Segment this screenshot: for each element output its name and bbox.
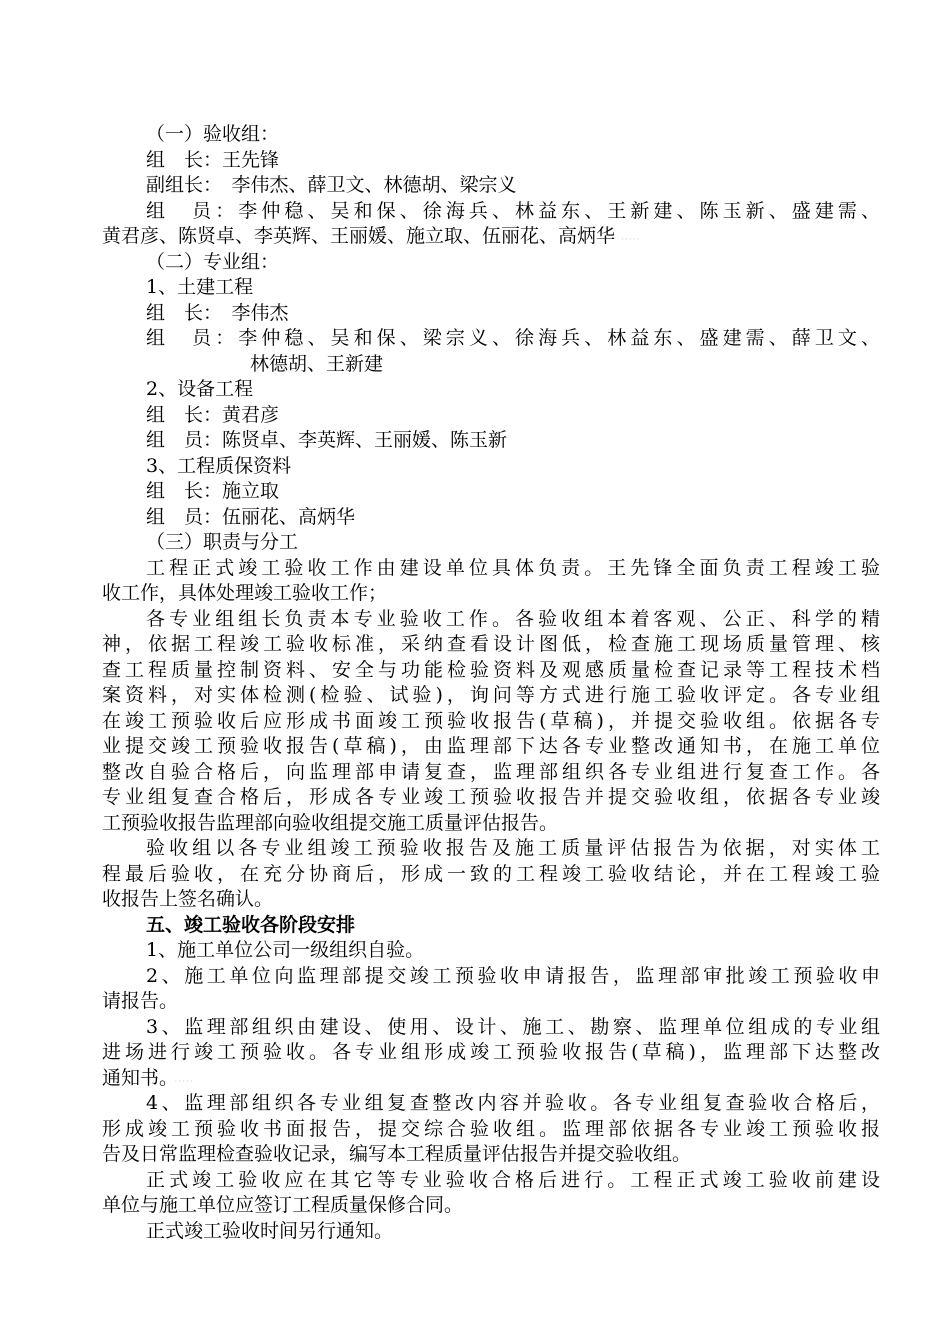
text-line-content: 黄君彦、陈贤卓、李英辉、王丽媛、施立取、伍丽花、高炳华 bbox=[102, 225, 616, 247]
text-line bbox=[102, 224, 880, 250]
paragraph-line: 案资料，对实体检测(检验、试验)，询问等方式进行施工验收评定。各专业组 bbox=[102, 684, 880, 706]
paragraph-line: 请报告。 bbox=[102, 990, 179, 1012]
paragraph-line: 3、监理部组织由建设、使用、设计、施工、勘察、监理单位组成的专业组 bbox=[146, 1015, 880, 1038]
paragraph-line: 程最后验收，在充分协商后，形成一致的工程竣工验收结论，并在工程竣工验 bbox=[102, 862, 880, 885]
text-line: 组 员：李仲稳、吴和保、徐海兵、林益东、王新建、陈玉新、盛建需、 bbox=[146, 199, 880, 222]
paragraph-line: 单位与施工单位应签订工程质量保修合同。 bbox=[102, 1194, 464, 1216]
paragraph-line bbox=[102, 1066, 880, 1092]
subsection-heading: 1、土建工程 bbox=[146, 276, 254, 298]
subsection-heading: 3、工程质保资料 bbox=[146, 454, 292, 477]
paragraph-line: 神，依据工程竣工验收标准，采纳查看设计图低，检查施工现场质量管理、核 bbox=[102, 633, 880, 655]
paragraph-line: 各专业组组长负责本专业验收工作。各验收组本着客观、公正、科学的精 bbox=[146, 607, 880, 630]
paragraph-line: 形成竣工预验收书面报告，提交综合验收组。监理部依据各专业竣工预验收报 bbox=[102, 1117, 880, 1140]
text-line: 组 长：王先锋 bbox=[146, 148, 280, 171]
section-heading-stages: 五、竣工验收各阶段安排 bbox=[146, 913, 356, 936]
paragraph-line: 正式竣工验收时间另行通知。 bbox=[146, 1219, 394, 1242]
paragraph-line: 告及日常监理检查验收记录，编写本工程质量评估报告并提交验收组。 bbox=[102, 1143, 692, 1165]
paragraph-line: 进场进行竣工预验收。各专业组形成竣工预验收报告(草稿)，监理部下达整改 bbox=[102, 1041, 880, 1063]
paragraph-line: 专业组复查合格后，形成各专业竣工预验收报告并提交验收组，依据各专业竣 bbox=[102, 786, 880, 808]
paragraph-line: 业提交竣工预验收报告(草稿)，由监理部下达各专业整改通知书，在施工单位 bbox=[102, 735, 880, 757]
paragraph-line: 收工作，具体处理竣工验收工作； bbox=[102, 582, 388, 604]
paragraph-line: 2、施工单位向监理部提交竣工预验收申请报告，监理部审批竣工预验收申 bbox=[146, 964, 880, 987]
paragraph-line: 工程正式竣工验收工作由建设单位具体负责。王先锋全面负责工程竣工验 bbox=[146, 556, 880, 579]
text-line: 组 员：陈贤卓、李英辉、王丽媛、陈玉新 bbox=[146, 429, 508, 451]
paragraph-line: 4、监理部组织各专业组复查整改内容并验收。各专业组复查验收合格后， bbox=[146, 1092, 880, 1114]
paragraph-line: 查工程质量控制资料、安全与功能检验资料及观感质量检查记录等工程技术档 bbox=[102, 658, 880, 681]
text-line: 组 长：黄君彦 bbox=[146, 403, 280, 426]
scan-artifact-dots: ····· bbox=[621, 235, 641, 245]
text-line: 组 员：伍丽花、高炳华 bbox=[146, 505, 356, 528]
text-line: 组 员：李仲稳、吴和保、梁宗义、徐海兵、林益东、盛建需、薛卫文、 bbox=[146, 327, 880, 349]
text-line: 组 长： 李伟杰 bbox=[146, 301, 289, 324]
text-line: 组 长：施立取 bbox=[146, 480, 280, 502]
paragraph-line: 在竣工预验收后应形成书面竣工预验收报告(草稿)，并提交验收组。依据各专 bbox=[102, 709, 880, 732]
paragraph-line: 1、施工单位公司一级组织自验。 bbox=[146, 939, 425, 961]
paragraph-line: 工预验收报告监理部向验收组提交施工质量评估报告。 bbox=[102, 811, 559, 834]
paragraph-line: 整改自验合格后，向监理部申请复查，监理部组织各专业组进行复查工作。各 bbox=[102, 760, 880, 783]
subsection-heading: 2、设备工程 bbox=[146, 378, 254, 400]
paragraph-line: 正式竣工验收应在其它等专业验收合格后进行。工程正式竣工验收前建设 bbox=[146, 1168, 880, 1191]
section-heading-acceptance-group: （一）验收组： bbox=[146, 123, 280, 145]
scan-artifact-dots: ····· bbox=[174, 1076, 194, 1087]
section-heading-professional-group: （二）专业组： bbox=[146, 250, 280, 273]
section-heading-duties: （三）职责与分工 bbox=[146, 531, 299, 553]
text-line: 林德胡、王新建 bbox=[250, 352, 384, 375]
text-line: 副组长： 李伟杰、薛卫文、林德胡、梁宗义 bbox=[146, 174, 517, 196]
paragraph-line-content: 通知书。 bbox=[102, 1066, 169, 1089]
paragraph-line: 收报告上签名确认。 bbox=[102, 888, 274, 910]
document-body bbox=[102, 122, 880, 1244]
paragraph-line: 验收组以各专业组竣工预验收报告及施工质量评估报告为依据，对实体工 bbox=[146, 837, 880, 859]
